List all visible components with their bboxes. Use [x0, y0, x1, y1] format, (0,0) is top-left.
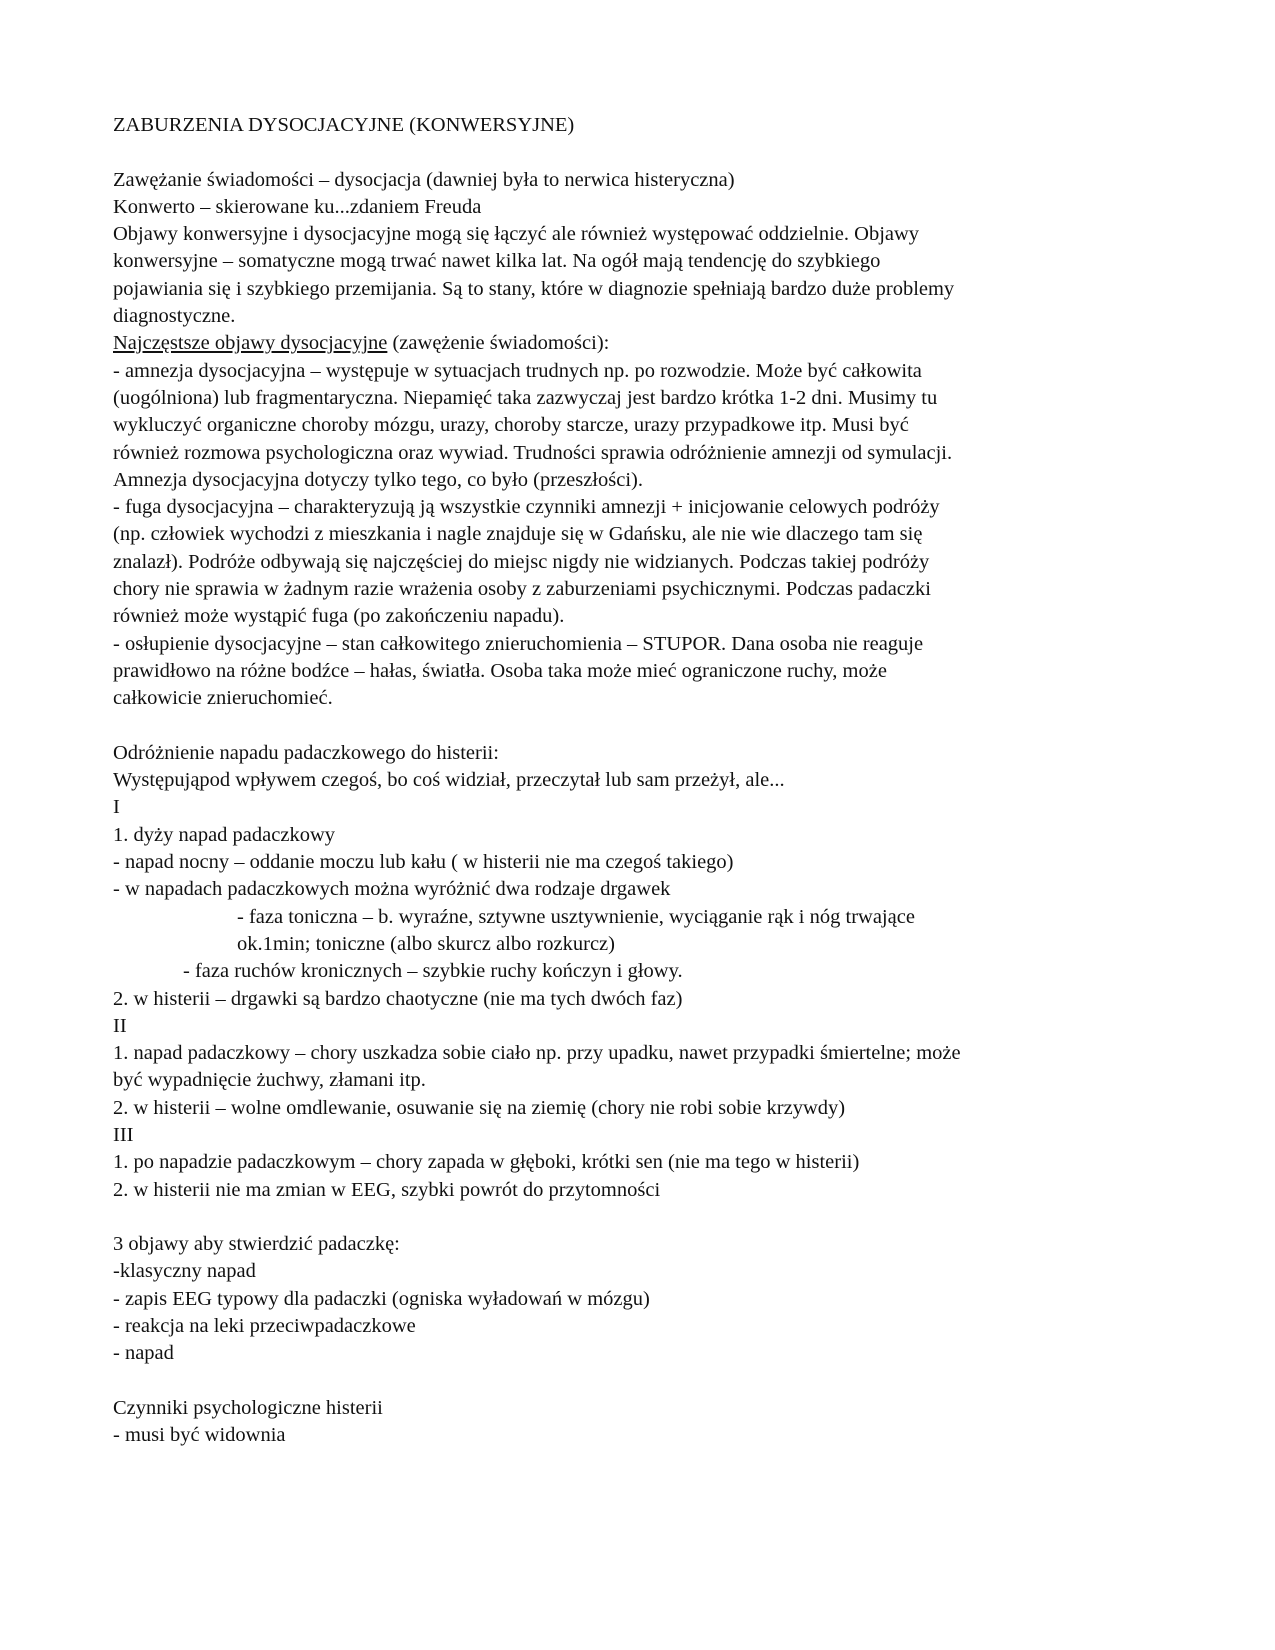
- line-text: również może wystąpić fuga (po zakończeniu napadu).: [113, 605, 565, 628]
- text-line: [113, 194, 1163, 221]
- text-line: [113, 221, 1163, 248]
- underlined-heading: Najczęstsze objawy dysocjacyjne: [113, 332, 388, 355]
- text-line: [113, 358, 1163, 385]
- text-line: [113, 876, 1163, 903]
- text-line: [113, 1067, 1163, 1094]
- line-text: Zawężanie świadomości – dysocjacja (dawniej była to nerwica histeryczna): [113, 168, 735, 191]
- line-text: - w napadach padaczkowych można wyróżnić dwa rodzaje drgawek: [113, 878, 671, 901]
- text-line: [113, 822, 1163, 849]
- text-line: [113, 1040, 1163, 1067]
- line-text: 2. w histerii nie ma zmian w EEG, szybki powrót do przytomności: [113, 1178, 661, 1201]
- line-text: - zapis EEG typowy dla padaczki (ogniska wyładowań w mózgu): [113, 1287, 650, 1310]
- line-text: - reakcja na leki przeciwpadaczkowe: [113, 1315, 416, 1338]
- line-text: 3 objawy aby stwierdzić padaczkę:: [113, 1233, 400, 1256]
- line-text: 2. w histerii – wolne omdlewanie, osuwanie się na ziemię (chory nie robi sobie krzywdy): [113, 1096, 846, 1119]
- text-line: [113, 631, 1163, 658]
- line-text: 1. po napadzie padaczkowym – chory zapada w głęboki, krótki sen (nie ma tego w histerii): [113, 1151, 860, 1174]
- text-line: [113, 1340, 1163, 1367]
- document-page: [113, 112, 1163, 1450]
- text-line: [113, 385, 1163, 412]
- line-text: - osłupienie dysocjacyjne – stan całkowitego znieruchomienia – STUPOR. Dana osoba nie reaguje: [113, 632, 924, 655]
- line-text: - musi być widownia: [113, 1424, 286, 1447]
- line-text: Odróżnienie napadu padaczkowego do histerii:: [113, 741, 499, 764]
- line-text: całkowicie znieruchomieć.: [113, 687, 333, 710]
- text-line: [113, 1258, 1163, 1285]
- line-text: - napad nocny – oddanie moczu lub kału ( w histerii nie ma czegoś takiego): [113, 851, 734, 874]
- text-line: [113, 521, 1163, 548]
- text-line: [113, 1231, 1163, 1258]
- line-text: - fuga dysocjacyjna – charakteryzują ją wszystkie czynniki amnezji + inicjowanie celowych podróży: [113, 496, 940, 519]
- line-text: 1. dyży napad padaczkowy: [113, 823, 335, 846]
- line-text: konwersyjne – somatyczne mogą trwać nawet kilka lat. Na ogół mają tendencję do szybkiego: [113, 250, 881, 273]
- line-text: Konwerto – skierowane ku...zdaniem Freuda: [113, 195, 482, 218]
- text-line: [113, 1149, 1163, 1176]
- line-text: również rozmowa psychologiczna oraz wywiad. Trudności sprawia odróżnienie amnezji od symulacji.: [113, 441, 953, 464]
- line-text: 1. napad padaczkowy – chory uszkadza sobie ciało np. przy upadku, nawet przypadki śmiertelne; może: [113, 1042, 961, 1065]
- text-line: [113, 576, 1163, 603]
- text-line: [113, 713, 1163, 740]
- text-line: [113, 740, 1163, 767]
- line-text: diagnostyczne.: [113, 305, 236, 328]
- line-text: (uogólniona) lub fragmentaryczna. Niepamięć taka zazwyczaj jest bardzo krótka 1-2 dni. Musimy tu: [113, 386, 938, 409]
- line-text: - amnezja dysocjacyjna – występuje w sytuacjach trudnych np. po rozwodzie. Może być całkowita: [113, 359, 922, 382]
- text-line: [113, 276, 1163, 303]
- line-text: (np. człowiek wychodzi z mieszkania i nagle znajduje się w Gdańsku, ale nie wie dlaczego tam się: [113, 523, 923, 546]
- text-line: [113, 1177, 1163, 1204]
- document-title: [113, 112, 1163, 139]
- text-line: [113, 849, 1163, 876]
- line-text: wykluczyć organiczne choroby mózgu, urazy, choroby starcze, urazy przypadkowe itp. Musi być: [113, 414, 909, 437]
- text-line: [113, 986, 1163, 1013]
- text-line: [113, 330, 1163, 357]
- text-line: [113, 494, 1163, 521]
- text-line: [113, 1313, 1163, 1340]
- line-text: I: [113, 796, 120, 819]
- text-line: [113, 248, 1163, 275]
- line-text: - napad: [113, 1342, 174, 1365]
- text-line: [113, 1368, 1163, 1395]
- text-line: [113, 958, 1163, 985]
- text-line: [113, 1013, 1163, 1040]
- line-text: 2. w histerii – drgawki są bardzo chaotyczne (nie ma tych dwóch faz): [113, 987, 683, 1010]
- text-line: [113, 794, 1163, 821]
- text-line: [113, 440, 1163, 467]
- text-line: [113, 658, 1163, 685]
- text-line: [113, 685, 1163, 712]
- text-line: [113, 1395, 1163, 1422]
- text-line: [113, 139, 1163, 166]
- line-text: prawidłowo na różne bodźce – hałas, światła. Osoba taka może mieć ograniczone ruchy, może: [113, 659, 887, 682]
- line-text: Objawy konwersyjne i dysocjacyjne mogą się łączyć ale również występować oddzielnie. Objawy: [113, 223, 920, 246]
- line-text: Amnezja dysocjacyjna dotyczy tylko tego, co było (przeszłości).: [113, 468, 643, 491]
- line-text: ok.1min; toniczne (albo skurcz albo rozkurcz): [237, 932, 615, 955]
- text-line: [113, 1122, 1163, 1149]
- text-line: [113, 303, 1163, 330]
- text-line: [113, 931, 1163, 958]
- line-text: -klasyczny napad: [113, 1260, 256, 1283]
- line-text: Czynniki psychologiczne histerii: [113, 1396, 383, 1419]
- line-text: chory nie sprawia w żadnym razie wrażenia osoby z zaburzeniami psychicznymi. Podczas padaczki: [113, 578, 931, 601]
- line-text: - faza ruchów kronicznych – szybkie ruchy kończyn i głowy.: [183, 960, 683, 983]
- line-text: (zawężenie świadomości):: [387, 332, 610, 355]
- line-text: III: [113, 1123, 134, 1146]
- text-line: [113, 549, 1163, 576]
- text-line: [113, 1286, 1163, 1313]
- text-line: [113, 1204, 1163, 1231]
- line-text: II: [113, 1014, 127, 1037]
- line-text: ZABURZENIA DYSOCJACYJNE (KONWERSYJNE): [113, 114, 575, 136]
- line-text: być wypadnięcie żuchwy, złamani itp.: [113, 1069, 426, 1092]
- line-text: pojawiania się i szybkiego przemijania. Są to stany, które w diagnozie spełniają bardzo duże problemy: [113, 277, 955, 300]
- text-line: [113, 467, 1163, 494]
- line-text: - faza toniczna – b. wyraźne, sztywne usztywnienie, wyciąganie rąk i nóg trwające: [237, 905, 915, 928]
- text-line: [113, 904, 1163, 931]
- text-line: [113, 412, 1163, 439]
- text-line: [113, 603, 1163, 630]
- text-line: [113, 1422, 1163, 1449]
- text-line: [113, 767, 1163, 794]
- line-text: znalazł). Podróże odbywają się najczęściej do miejsc nigdy nie widzianych. Podczas takiej podróży: [113, 550, 930, 573]
- line-text: Występująpod wpływem czegoś, bo coś widział, przeczytał lub sam przeżył, ale...: [113, 769, 785, 792]
- text-line: [113, 167, 1163, 194]
- text-line: [113, 1095, 1163, 1122]
